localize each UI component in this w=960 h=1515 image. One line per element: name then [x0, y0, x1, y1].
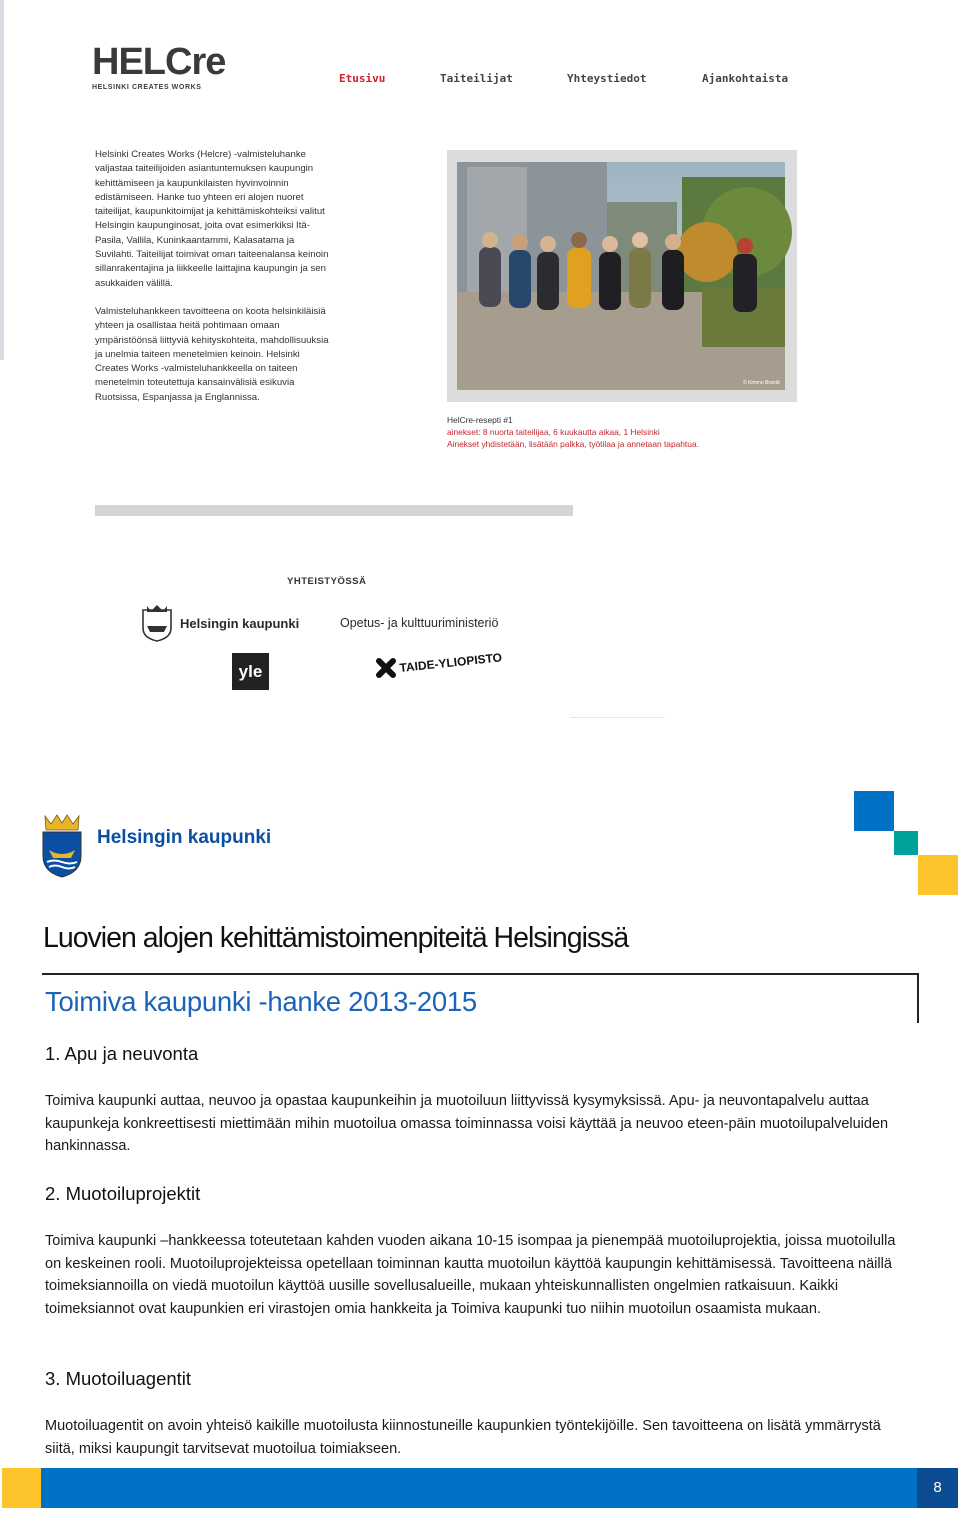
nav-etusivu: Etusivu [339, 72, 386, 85]
photo-credit: © Kimmo Brandt [743, 380, 780, 386]
grey-divider-bar [95, 505, 573, 516]
yle-logo: yle [232, 653, 269, 690]
section-body: Toimiva kaupunki auttaa, neuvoo ja opastaa kaupunkeihin ja muotoiluun liittyvissä kysymyksissä. Apu- ja neuvontapalvelu auttaa kaupunkeja konkreettisesti miettimään mihin muotoilua omassa toiminnassa voisi käyttää ja neuvoo eteen-päin muotoilupalveluiden hankinnassa. [45, 1093, 889, 1154]
page-number: 8 [933, 1479, 942, 1496]
section-heading: 2. Muotoiluprojektit [45, 1183, 201, 1204]
section-body: Muotoiluagentit on avoin yhteisö kaikille muotoilusta kiinnostuneille kaupunkien työntekijöille. Sen tavoitteena on lisätä ymmärrystä siitä, miksi kaupungit tarvitsevat muotoilua toimiakseen. [45, 1418, 881, 1457]
partner-helsingin-kaupunki: Helsingin kaupunki [180, 616, 300, 631]
helcre-intro-text [95, 148, 335, 419]
section-body: Toimiva kaupunki –hankkeessa toteutetaan kahden vuoden aikana 10-15 isompaa ja pienempää muotoiluprojektia, joissa muotoilulla on keskeinen rooli. Muotoiluprojekteissa opetellaan toiminnan kautta muotoilun käyttöä kaupungin kehittämisessä. Tavoitteena näillä toimeksiannoilla on viedä muotoilun käyttöä uusille sovellusalueille, mukaan yhteiskunnallisten ongelmien ratkaisuun. Kaikki toimeksiannot ovat kaupunkien eri virastojen omia hankkeita ja Toimiva kaupunki tuo niihin muotoilun osaamista mukaan. [45, 1233, 896, 1317]
helcre-logo-tagline: HELSINKI CREATES WORKS [92, 84, 202, 91]
decor-square-yellow [918, 855, 958, 895]
nav-ajankohtaista: Ajankohtaista [702, 72, 789, 85]
photo-caption [447, 414, 747, 450]
helsinki-crest-icon [140, 604, 174, 642]
footer-yellow-block [2, 1468, 41, 1508]
caption-line: Ainekset yhdistetään, lisätään palkka, työtilaa ja annetaan tapahtua. [447, 439, 699, 449]
page-subtitle: Toimiva kaupunki -hanke 2013-2015 [45, 986, 477, 1017]
caption-line: ainekset: 8 nuorta taiteilijaa, 6 kuukautta aikaa, 1 Helsinki [447, 427, 660, 437]
screenshot-edge [0, 0, 4, 360]
caption-title: HelCre-resepti #1 [447, 415, 513, 425]
title-rule-corner [917, 973, 919, 1023]
helsinki-coat-of-arms-icon [41, 814, 83, 878]
uniarts-logo-text: TAIDE-YLIOPISTO [398, 650, 503, 675]
footer-bar [41, 1468, 958, 1508]
decor-square-teal [894, 831, 918, 855]
group-photo-illustration [457, 162, 785, 390]
group-photo [457, 162, 785, 390]
section-heading: 1. Apu ja neuvonta [45, 1043, 199, 1064]
partners-heading: YHTEISTYÖSSÄ [287, 576, 367, 587]
helcre-logo [92, 40, 232, 94]
faint-divider [570, 717, 665, 718]
section-heading: 3. Muotoiluagentit [45, 1368, 192, 1389]
helcre-website-screenshot [0, 0, 960, 740]
intro-paragraph: Helsinki Creates Works (Helcre) -valmisteluhanke valjastaa taiteilijoiden asiantuntemuksen kaupungin kehittämiseen ja kaupunkilaisten hyvinvoinnin edistämiseen. Hanke tuo yhteen eri alojen nuoret taiteilijat, kaupunkitoimijat ja kehittämiskohteiksi valitut Helsingin kaupunginosat, joita ovat esimerkiksi Itä-Pasila, Vallila, Kuninkaantammi, Kalasatama ja Suvilahti. Taiteilijat toimivat oman taiteenalansa keinoin sillanrakentajina ja liikkeelle laittajina kaupungin ja sen asukkaiden välillä. [95, 149, 329, 289]
org-name: Helsingin kaupunki [97, 827, 272, 848]
intro-paragraph: Valmisteluhankkeen tavoitteena on koota helsinkiläisiä yhteen ja osallistaa heitä pohtimaan omaan ympäristöönsä liittyviä kehityskohteita, mahdollisuuksia ja unelmia taiteen menetelmien keinoin. Helsinki Creates Works -valmisteluhankkeella on taiteen menetelmin toteutettuja kansainvälisiä esikuvia Ruotsissa, Espanjassa ja Englannissa. [95, 305, 329, 403]
partner-okm: Opetus- ja kulttuuriministeriö [340, 616, 499, 630]
page-title: Luovien alojen kehittämistoimenpiteitä Helsingissä [43, 922, 629, 954]
helcre-logo-word: HELCre [92, 41, 226, 83]
uniarts-logo [376, 650, 503, 687]
nav-yhteystiedot: Yhteystiedot [567, 72, 647, 85]
decor-square-blue [854, 791, 894, 831]
nav-taiteilijat: Taiteilijat [440, 72, 513, 85]
title-rule [42, 973, 918, 975]
